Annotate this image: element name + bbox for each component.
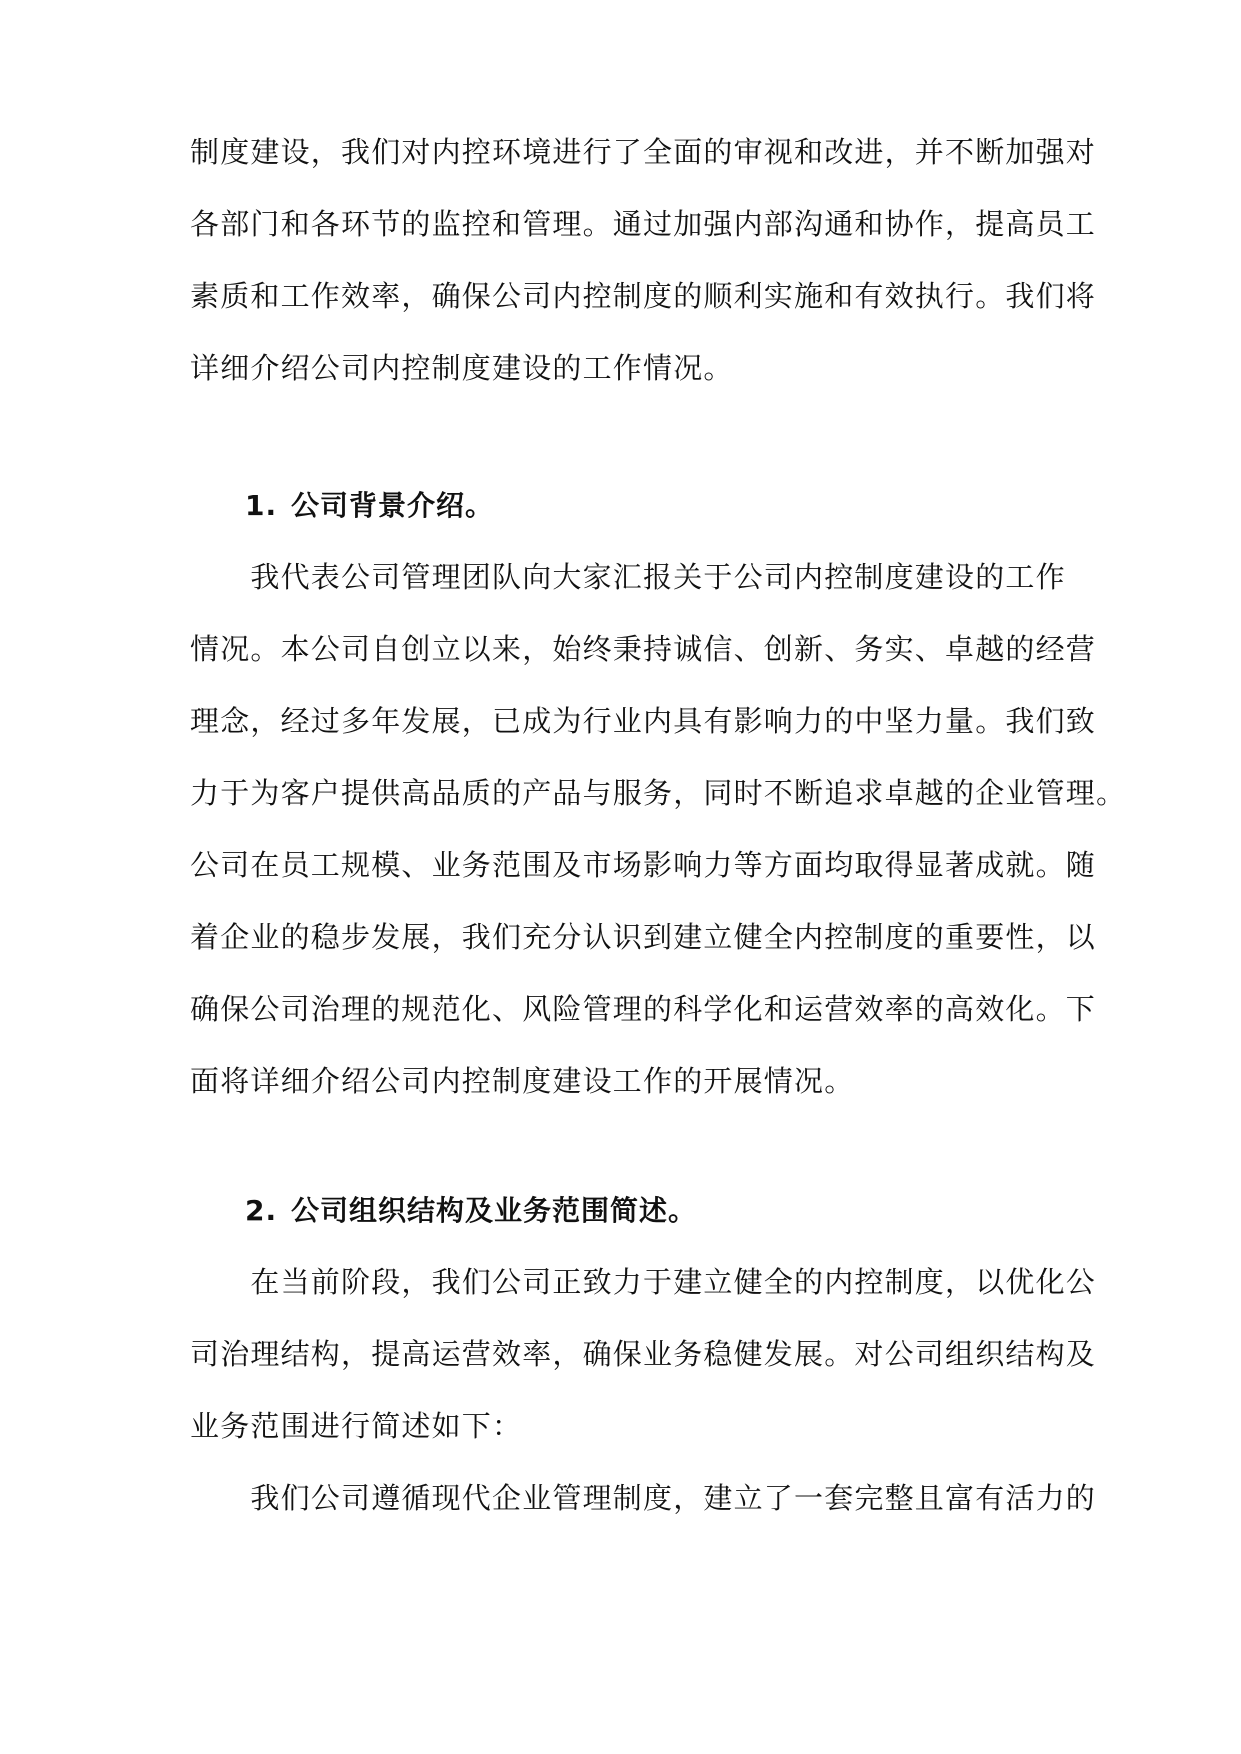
section-title: 公司背景介绍。 — [291, 489, 495, 522]
paragraph-line: 我代表公司管理团队向大家汇报关于公司内控制度建设的工作 — [190, 560, 1066, 594]
paragraph-line: 情况。本公司自创立以来，始终秉持诚信、创新、务实、卓越的经营 — [190, 632, 1097, 666]
paragraph-line: 在当前阶段，我们公司正致力于建立健全的内控制度，以优化公 — [190, 1265, 1097, 1299]
paragraph-line: 理念，经过多年发展，已成为行业内具有影响力的中坚力量。我们致 — [190, 704, 1097, 738]
paragraph-line: 力于为客户提供高品质的产品与服务，同时不断追求卓越的企业管理。 — [190, 776, 1127, 810]
paragraph-line: 素质和工作效率，确保公司内控制度的顺利实施和有效执行。我们将 — [190, 279, 1097, 313]
section1-paragraph — [190, 541, 1127, 1117]
paragraph-line: 业务范围进行简述如下： — [190, 1409, 523, 1443]
intro-paragraph — [190, 116, 1097, 404]
paragraph-line: 公司在员工规模、业务范围及市场影响力等方面均取得显著成就。随 — [190, 848, 1097, 882]
paragraph-line: 面将详细介绍公司内控制度建设工作的开展情况。 — [190, 1064, 855, 1098]
paragraph-line: 确保公司治理的规范化、风险管理的科学化和运营效率的高效化。下 — [190, 992, 1097, 1026]
section-heading-2 — [245, 1181, 697, 1241]
paragraph-line: 司治理结构，提高运营效率，确保业务稳健发展。对公司组织结构及 — [190, 1337, 1097, 1371]
section-number: 2. — [245, 1194, 278, 1227]
section-number: 1. — [245, 489, 278, 522]
paragraph-line: 各部门和各环节的监控和管理。通过加强内部沟通和协作，提高员工 — [190, 207, 1097, 241]
paragraph-line: 着企业的稳步发展，我们充分认识到建立健全内控制度的重要性，以 — [190, 920, 1097, 954]
paragraph-line: 制度建设，我们对内控环境进行了全面的审视和改进，并不断加强对 — [190, 135, 1097, 169]
paragraph-line: 详细介绍公司内控制度建设的工作情况。 — [190, 351, 734, 385]
paragraph-line: 我们公司遵循现代企业管理制度，建立了一套完整且富有活力的 — [190, 1481, 1097, 1515]
section-heading-1 — [245, 476, 494, 536]
section-title: 公司组织结构及业务范围简述。 — [291, 1194, 698, 1227]
section2-paragraph — [190, 1246, 1097, 1534]
